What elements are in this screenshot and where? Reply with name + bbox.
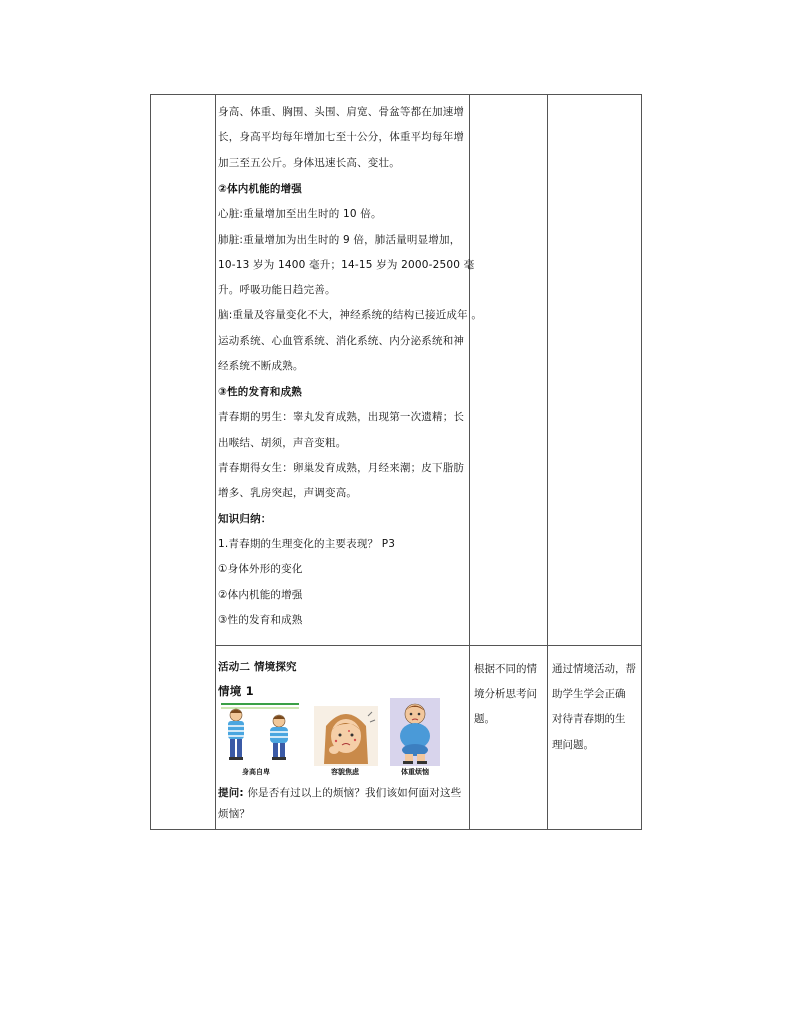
summary-heading: 知识归纳： (218, 513, 272, 525)
content-line: 增多、乳房突起，声调变高。 (218, 487, 358, 499)
content-line: 心脏:重量增加至出生时的 10 倍。 (218, 208, 382, 220)
column-divider-3 (547, 95, 548, 829)
design-intent-line: 对待青春期的生 (552, 713, 626, 725)
content-line: ①身体外形的变化 (218, 563, 303, 575)
caption-height: 身高自卑 (242, 768, 270, 776)
content-line: 脑:重量及容量变化不大，神经系统的结构已接近成年 。 (218, 309, 483, 321)
student-activity-line: 境分析思考问 (474, 688, 537, 700)
column-divider-1 (215, 95, 216, 829)
question-line-2: 烦恼？ (218, 808, 251, 820)
content-line: 身高、体重、胸围、头围、肩宽、骨盆等都在加速增 (218, 106, 465, 118)
caption-weight: 体重烦恼 (401, 768, 429, 776)
weight-worry-illustration (390, 698, 440, 766)
content-line: 青春期得女生：卵巢发育成熟，月经来潮；皮下脂肪 (218, 462, 465, 474)
student-activity-line: 根据不同的情 (474, 663, 537, 675)
content-line: ③性的发育和成熟 (218, 614, 303, 626)
section-heading: ②体内机能的增强 (218, 183, 302, 195)
content-line: 加三至五公斤。身体迅速长高、变壮。 (218, 157, 400, 169)
row-divider (215, 645, 641, 646)
caption-appearance: 容貌焦虑 (331, 768, 359, 776)
question-text: 你是否有过以上的烦恼？我们该如何面对这些 (247, 787, 462, 799)
column-divider-2 (469, 95, 470, 829)
scene-title: 情境 1 (218, 684, 254, 698)
content-line: ②体内机能的增强 (218, 589, 303, 601)
appearance-anxiety-illustration (314, 706, 378, 766)
content-line: 升。呼吸功能日趋完善。 (218, 284, 336, 296)
question-label: 提问: (218, 787, 244, 799)
student-activity-line: 题。 (474, 713, 495, 725)
design-intent-line: 通过情境活动，帮 (552, 663, 636, 675)
section-heading: ③性的发育和成熟 (218, 386, 302, 398)
question-line (218, 785, 461, 800)
design-intent-line: 理问题。 (552, 739, 594, 751)
content-line: 经系统不断成熟。 (218, 360, 304, 372)
height-worry-illustration (219, 700, 301, 766)
content-line: 10-13 岁为 1400 毫升；14-15 岁为 2000-2500 毫 (218, 259, 475, 271)
content-line: 肺脏:重量增加为出生时的 9 倍，肺活量明显增加， (218, 234, 461, 246)
content-line: 长，身高平均每年增加七至十公分，体重平均每年增 (218, 131, 465, 143)
content-line: 出喉结、胡须，声音变粗。 (218, 437, 347, 449)
design-intent-line: 助学生学会正确 (552, 688, 626, 700)
content-line: 运动系统、心血管系统、消化系统、内分泌系统和神 (218, 335, 465, 347)
content-line: 青春期的男生：睾丸发育成熟，出现第一次遗精；长 (218, 411, 465, 423)
activity-title: 活动二 情境探究 (218, 661, 297, 673)
content-line: 1.青春期的生理变化的主要表现？ P3 (218, 538, 396, 550)
